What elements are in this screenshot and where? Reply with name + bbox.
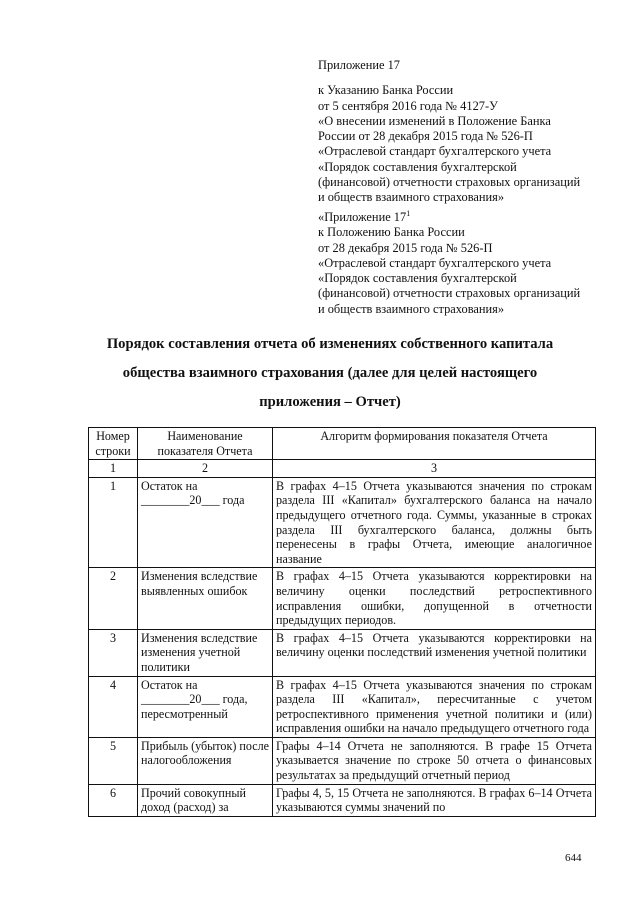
table-row: [89, 737, 596, 784]
appendix-quote-line: (финансовой) отчетности страховых организаций: [318, 286, 581, 301]
appendix-quote-superscript: 1: [406, 209, 411, 218]
row-name: Изменения вследствие изменения учетной политики: [138, 629, 273, 676]
column-index-row: [89, 460, 596, 478]
row-algorithm: В графах 4–15 Отчета указываются значения по строкам раздела III «Капитал» бухгалтерского баланса на начало предыдущего отчетного года. Суммы, указанные в строках раздела III бухгалтерского баланса, должны быть перенесены в графы Отчета, имеющие аналогичное название: [273, 477, 596, 568]
row-number: 3: [89, 629, 138, 676]
table-row: [89, 477, 596, 568]
table-row: [89, 629, 596, 676]
appendix-line: «Порядок составления бухгалтерской: [318, 159, 517, 174]
appendix-line: и обществ взаимного страхования»: [318, 190, 505, 205]
appendix-quote-line: и обществ взаимного страхования»: [318, 301, 505, 316]
table-row: [89, 784, 596, 816]
appendix-quote-line: к Положению Банка России: [318, 225, 465, 240]
row-number: 4: [89, 676, 138, 737]
row-name: Остаток на ________20___ года: [138, 477, 273, 568]
row-number: 1: [89, 477, 138, 568]
table-row: [89, 676, 596, 737]
appendix-line: России от 28 декабря 2015 года № 526-П: [318, 129, 533, 144]
document-title-line: Порядок составления отчета об изменениях собственного капитала: [106, 336, 554, 352]
row-number: 2: [89, 568, 138, 629]
document-title-line: общества взаимного страхования (далее для целей настоящего: [122, 365, 538, 381]
appendix-quote-title: [318, 210, 618, 225]
appendix-quote-line: «Порядок составления бухгалтерской: [318, 271, 517, 286]
row-name: Прибыль (убыток) после налогообложения: [138, 737, 273, 784]
table-row: [89, 568, 596, 629]
appendix-quote: [318, 210, 618, 317]
document-title-line: приложения – Отчет): [259, 394, 401, 410]
appendix-quote-line: «Отраслевой стандарт бухгалтерского учета: [318, 255, 552, 270]
column-index: 2: [138, 460, 273, 478]
table-header-row: [89, 428, 596, 460]
header-number: Номер строки: [89, 428, 138, 460]
document-title: [100, 330, 560, 417]
column-index: 3: [273, 460, 596, 478]
appendix-line: «О внесении изменений в Положение Банка: [318, 113, 551, 128]
row-algorithm: В графах 4–15 Отчета указываются значения по строкам раздела III «Капитал», пересчитанные с учетом ретроспективного применения учетной политики и (или) исправления ошибки на начало предыдущего отчетного года: [273, 676, 596, 737]
page-number: 644: [565, 852, 582, 864]
row-name: Изменения вследствие выявленных ошибок: [138, 568, 273, 629]
appendix-line: к Указанию Банка России: [318, 83, 454, 98]
appendix-title: Приложение 17: [318, 58, 400, 72]
header-algorithm: Алгоритм формирования показателя Отчета: [273, 428, 596, 460]
header-name: Наименование показателя Отчета: [138, 428, 273, 460]
row-name: Прочий совокупный доход (расход) за: [138, 784, 273, 816]
row-name: Остаток на ________20___ года, пересмотренный: [138, 676, 273, 737]
appendix-quote-line: от 28 декабря 2015 года № 526-П: [318, 240, 493, 255]
appendix-reference: [318, 58, 618, 206]
report-table: [88, 427, 596, 817]
row-algorithm: Графы 4, 5, 15 Отчета не заполняются. В графах 6–14 Отчета указываются суммы значений по: [273, 784, 596, 816]
appendix-quote-title-text: «Приложение 17: [318, 210, 407, 224]
row-number: 5: [89, 737, 138, 784]
appendix-line: (финансовой) отчетности страховых организаций: [318, 175, 581, 190]
column-index: 1: [89, 460, 138, 478]
appendix-line: «Отраслевой стандарт бухгалтерского учета: [318, 144, 552, 159]
row-algorithm: В графах 4–15 Отчета указываются корректировки на величину оценки последствий ретроспективного исправления ошибки, допущенной в отчетности предыдущих периодов.: [273, 568, 596, 629]
appendix-line: от 5 сентября 2016 года № 4127-У: [318, 98, 498, 113]
row-algorithm: В графах 4–15 Отчета указываются корректировки на величину оценки последствий изменения учетной политики: [273, 629, 596, 676]
row-algorithm: Графы 4–14 Отчета не заполняются. В графе 15 Отчета указывается значение по строке 50 отчета о финансовых результатах за предыдущий отчетный период: [273, 737, 596, 784]
row-number: 6: [89, 784, 138, 816]
